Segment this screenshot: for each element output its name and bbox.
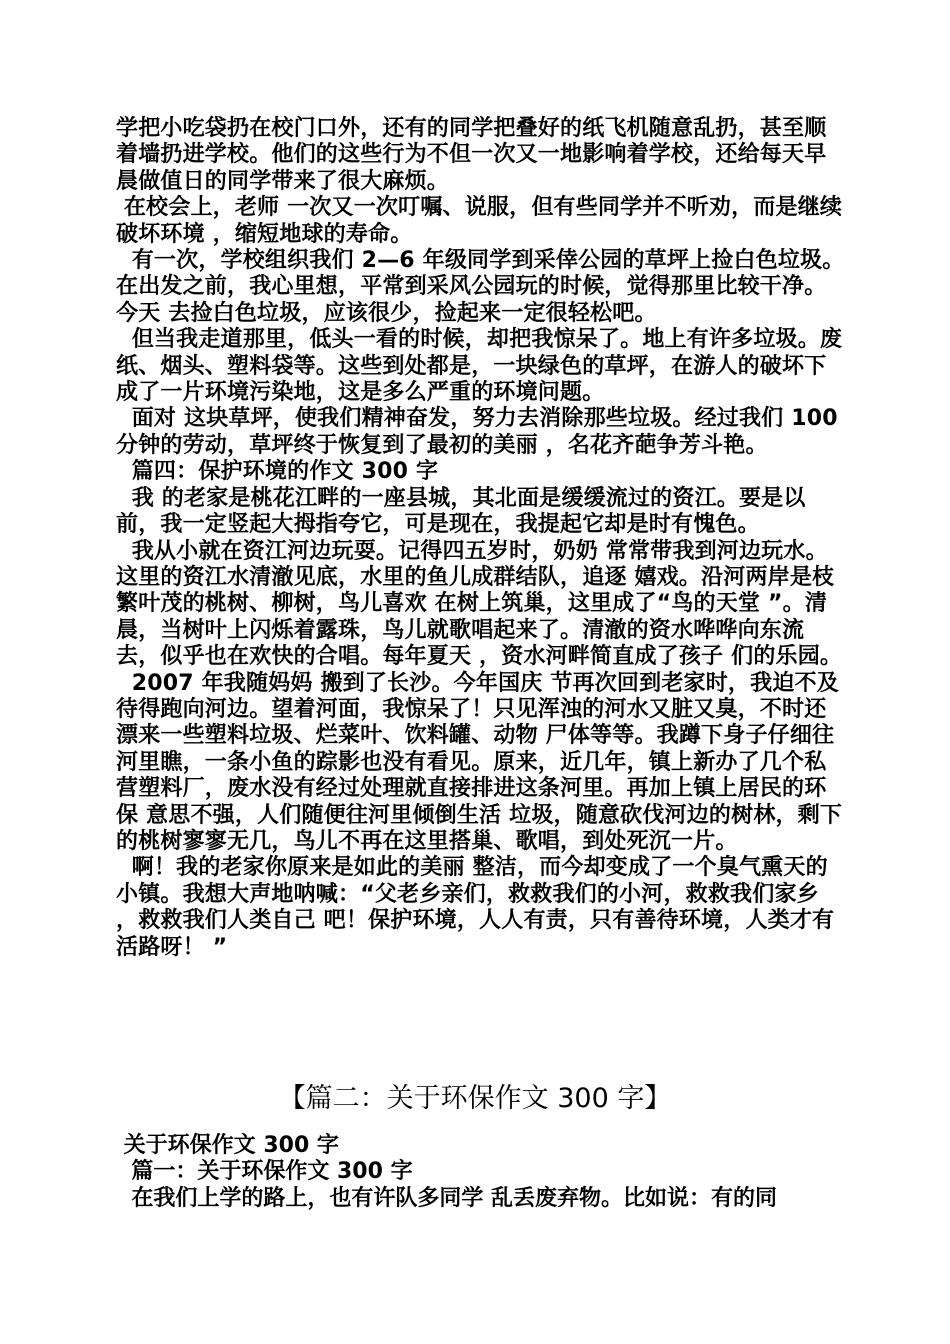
document-body: [116, 116, 846, 961]
paragraph: 在我们上学的路上，也有许队多同学 乱丢废弃物。比如说：有的同: [116, 1185, 777, 1211]
paragraph: 我 的老家是桃花江畔的一座县城，其北面是缓缓流过的资江。要是以前，我一定竖起大拇指夸它，可是现在，我提起它却是时有愧色。: [116, 485, 806, 538]
paragraph: 我从小就在资江河边玩耍。记得四五岁时，奶奶 常常带我到河边玩水。这里的资江水清澈见底，水里的鱼儿成群结队，追逐 嬉戏。沿河两岸是枝繁叶茂的桃树、柳树，鸟儿喜欢 在树上筑巢，这里成了“鸟的天堂 ”。清晨，当树叶上闪烁着露珠，鸟儿就歌唱起来了。清澈的资水哗哗向东流去，似乎也在欢快的合唱。每年夏天 ，资水河畔简直成了孩子 们的乐园。: [116, 538, 843, 670]
essay-subtitle: 篇一：关于环保作文 300 字: [116, 1159, 413, 1185]
section-heading: 篇四：保护环境的作文 300 字: [116, 459, 439, 485]
section-title: 【篇二：关于环保作文 300 字】: [278, 1083, 672, 1114]
paragraph: 2007 年我随妈妈 搬到了长沙。今年国庆 节再次回到老家时，我迫不及待得跑向河边。望着河面，我惊呆了！只见浑浊的河水又脏又臭，不时还漂来一些塑料垃圾、烂菜叶、饮料罐、动物 尸体等等。我蹲下身子仔细往河里瞧，一条小鱼的踪影也没有看见。原来，近几年，镇上新办了几个私营塑料厂，废水没有经过处理就直接排进这条河里。再加上镇上居民的环保 意思不强，人们随便往河里倾倒生活 垃圾，随意砍伐河边的树林，剩下的桃树寥寥无几，鸟儿不再在这里搭巢、歌唱，到处死沉一片。: [116, 670, 843, 854]
paragraph: 啊！我的老家你原来是如此的美丽 整洁，而今却变成了一个臭气熏天的小镇。我想大声地呐喊：“父老乡亲们，救救我们的小河，救救我们家乡 ，救救我们人类自己 吧！保护环境，人人有责，只有善待环境，人类才有活路呀！ ”: [116, 855, 835, 960]
paragraph: 面对 这块草坪，使我们精神奋发，努力去消除那些垃圾。经过我们 100 分钟的劳动，草坪终于恢复到了最初的美丽 ，名花齐葩争芳斗艳。: [116, 406, 846, 458]
paragraph: 学把小吃袋扔在校门口外，还有的同学把叠好的纸飞机随意乱扔，甚至顺着墙扔进学校。他们的这些行为不但一次又一地影响着学校，还给每天早晨做值日的同学带来了很大麻烦。: [116, 116, 827, 194]
section-body: [116, 1133, 846, 1212]
paragraph: 有一次，学校组织我们 2—6 年级同学到采倖公园的草坪上捡白色垃圾。在出发之前，我心里想，平常到采风公园玩的时候，觉得那里比较干净。今天 去捡白色垃圾，应该很少，捡起来一定很轻松吧。: [116, 248, 845, 326]
paragraph: 在校会上，老师 一次又一次叮嘱、说服，但有些同学并不听劝，而是继续破坏环境 ，缩短地球的寿命。: [116, 195, 843, 247]
essay-title: 关于环保作文 300 字: [116, 1133, 339, 1158]
paragraph: 但当我走道那里，低头一看的时候，却把我惊呆了。地上有许多垃圾。废纸、烟头、塑料袋等。这些到处都是，一块绿色的草坪，在游人的破坏下成了一片环境污染地，这是多么严重的环境问题。: [116, 327, 843, 406]
